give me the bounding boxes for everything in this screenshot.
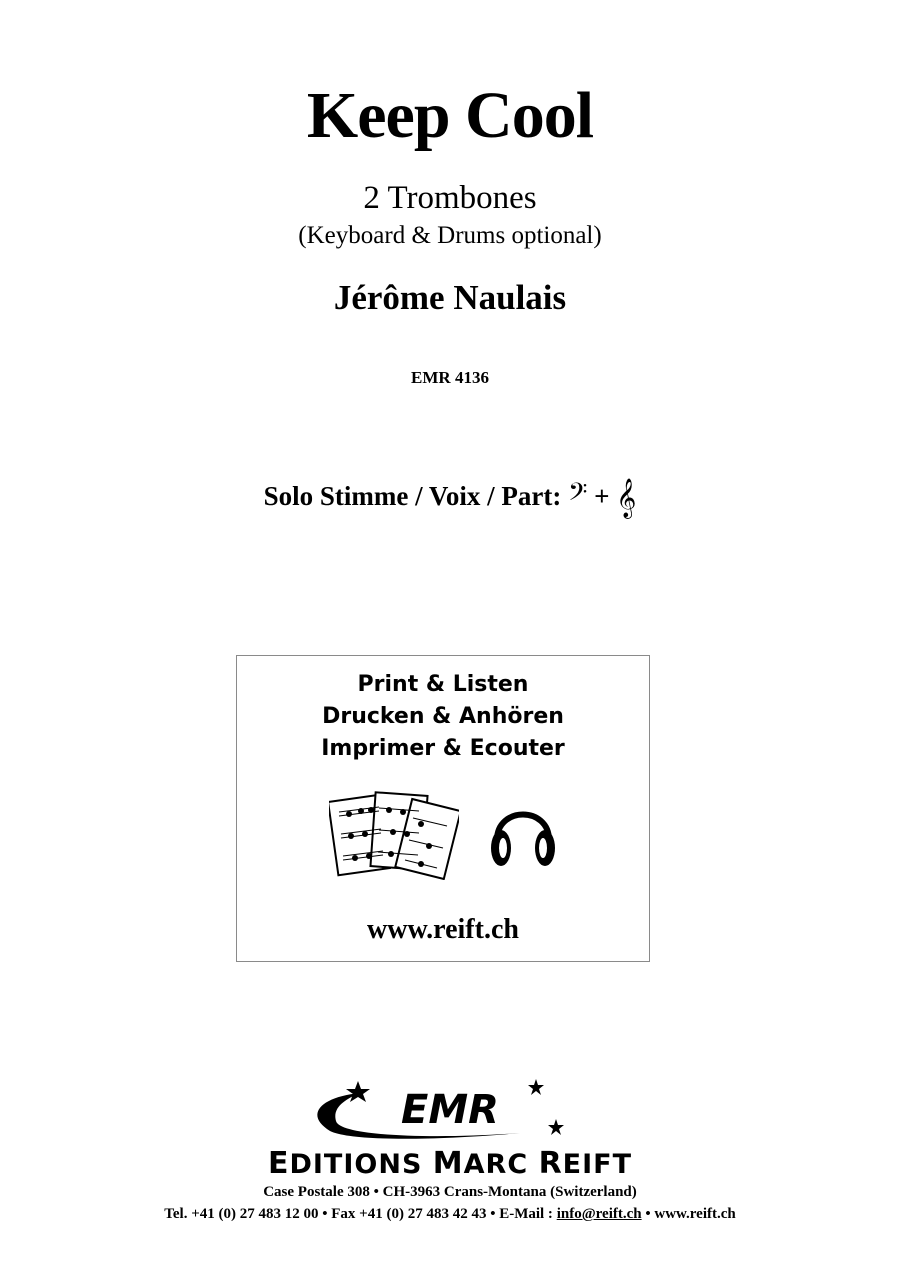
- contact-phone-fax: Tel. +41 (0) 27 483 12 00 • Fax +41 (0) 27 483 42 43 • E-Mail :: [164, 1206, 557, 1222]
- promo-website: www.reift.ch: [367, 914, 519, 945]
- promo-line-french: Imprimer & Ecouter: [321, 736, 565, 761]
- logo-text: EMR: [401, 1087, 499, 1133]
- instrumentation: 2 Trombones: [363, 180, 537, 216]
- print-listen-box: [236, 655, 650, 962]
- email-link[interactable]: info@reift.ch: [556, 1206, 642, 1222]
- headphones-icon: [487, 796, 559, 872]
- sheet-music-icon: [329, 790, 459, 880]
- publisher-name: EDITIONS MARC REIFT: [267, 1146, 633, 1181]
- emr-logo: [300, 1075, 580, 1145]
- part-label: Solo Stimme / Voix / Part:: [263, 481, 562, 511]
- catalog-number: EMR 4136: [411, 368, 489, 387]
- contact-website: • www.reift.ch: [641, 1206, 736, 1222]
- publisher-address: Case Postale 308 • CH-3963 Crans-Montana (Switzerland): [263, 1184, 637, 1200]
- treble-clef-icon: 𝄞: [616, 478, 637, 518]
- bass-clef-icon: 𝄢: [568, 478, 588, 513]
- promo-line-english: Print & Listen: [357, 672, 529, 697]
- plus-sign: +: [594, 481, 610, 511]
- optional-instruments: (Keyboard & Drums optional): [298, 222, 602, 249]
- promo-line-german: Drucken & Anhören: [322, 704, 564, 729]
- title: Keep Cool: [306, 79, 594, 152]
- composer: Jérôme Naulais: [333, 278, 567, 317]
- publisher-contact: [0, 1206, 900, 1223]
- part-line: [0, 474, 900, 518]
